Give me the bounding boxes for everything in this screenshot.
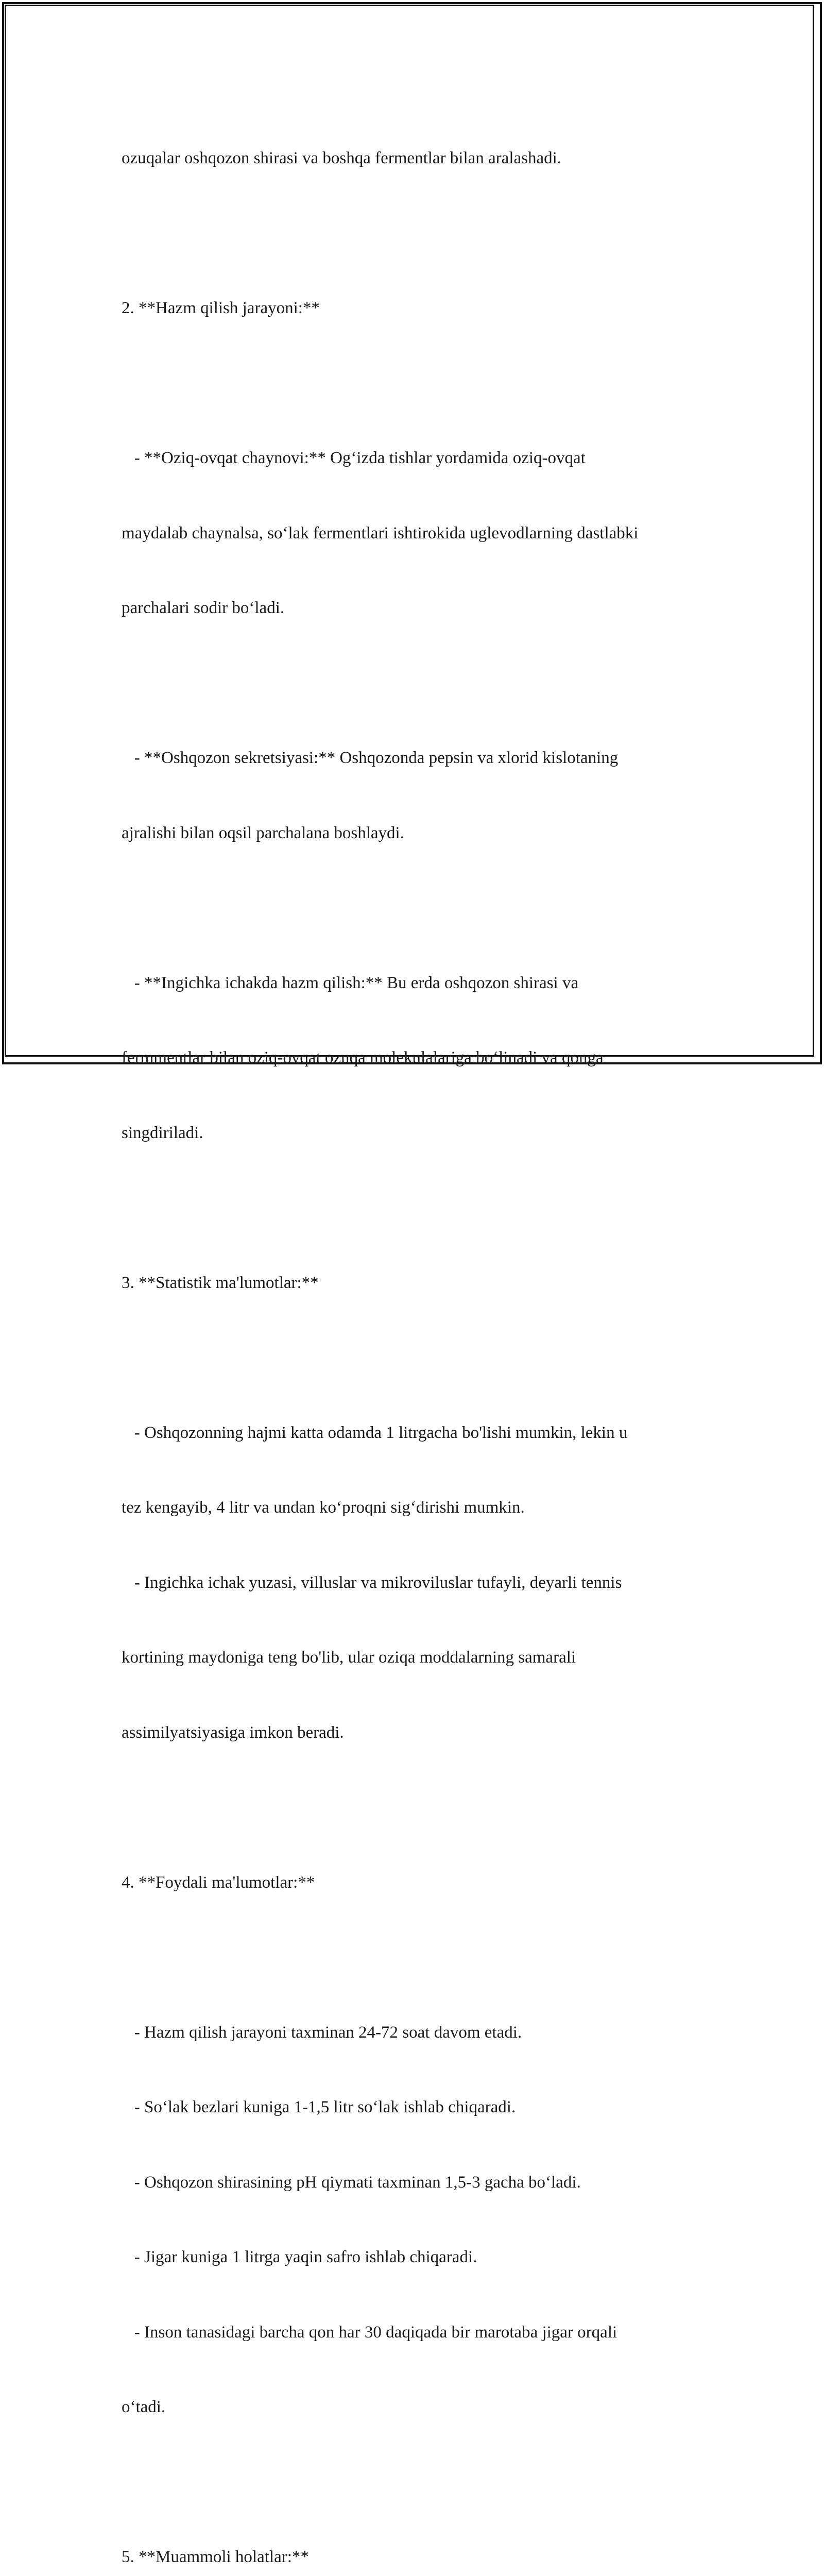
text-line: - **Ingichka ichakda hazm qilish:** Bu erda oshqozon shirasi va bbox=[122, 973, 579, 992]
paragraph bbox=[122, 1970, 703, 2470]
section-heading bbox=[122, 246, 703, 371]
text-line: assimilyatsiyasiga imkon beradi. bbox=[122, 1723, 344, 1742]
text-line: parchalari sodir bo‘ladi. bbox=[122, 599, 285, 617]
text-line: - Jigar kuniga 1 litrga yaqin safro ishlab chiqaradi. bbox=[122, 2248, 477, 2266]
paragraph bbox=[122, 696, 703, 895]
paragraph bbox=[122, 396, 703, 671]
text-line: 2. **Hazm qilish jarayoni:** bbox=[122, 299, 320, 317]
text-line: o‘tadi. bbox=[122, 2398, 166, 2416]
text-line: - **Oshqozon sekretsiyasi:** Oshqozonda pepsin va xlorid kislotaning bbox=[122, 749, 619, 767]
text-line: - **Oziq-ovqat chaynovi:** Og‘izda tishlar yordamida oziq-ovqat bbox=[122, 449, 586, 467]
text-line: singdiriladi. bbox=[122, 1123, 203, 1142]
text-line: maydalab chaynalsa, so‘lak fermentlari ishtirokida uglevodlarning dastlabki bbox=[122, 523, 639, 543]
text-line: ozuqalar oshqozon shirasi va boshqa fermentlar bilan aralashadi. bbox=[122, 149, 562, 167]
document-body bbox=[122, 96, 703, 2576]
text-line: - Oshqozon shirasining pH qiymati taxminan 1,5-3 gacha bo‘ladi. bbox=[122, 2173, 581, 2192]
paragraph bbox=[122, 921, 703, 1196]
section-heading bbox=[122, 1221, 703, 1346]
text-line: - So‘lak bezlari kuniga 1-1,5 litr so‘lak ishlab chiqaradi. bbox=[122, 2098, 516, 2116]
text-line: 4. **Foydali ma'lumotlar:** bbox=[122, 1873, 315, 1892]
paragraph bbox=[122, 1370, 703, 1795]
section-heading bbox=[122, 1820, 703, 1945]
text-line: 5. **Muammoli holatlar:** bbox=[122, 2548, 309, 2566]
text-line: - Inson tanasidagi barcha qon har 30 daqiqada bir marotaba jigar orqali bbox=[122, 2323, 617, 2342]
text-line: - Hazm qilish jarayoni taxminan 24-72 soat davom etadi. bbox=[122, 2023, 522, 2042]
section-heading bbox=[122, 2495, 703, 2576]
text-line: tez kengayib, 4 litr va undan ko‘proqni sig‘dirishi mumkin. bbox=[122, 1498, 525, 1517]
text-line: 3. **Statistik ma'lumotlar:** bbox=[122, 1273, 319, 1292]
text-line: - Ingichka ichak yuzasi, villuslar va mikroviluslar tufayli, deyarli tennis bbox=[122, 1573, 622, 1592]
text-line: ajralishi bilan oqsil parchalana boshlaydi. bbox=[122, 823, 404, 842]
text-line: - Oshqozonning hajmi katta odamda 1 litrgacha bo'lishi mumkin, lekin u bbox=[122, 1423, 628, 1442]
text-line: fermmentlar bilan oziq-ovqat ozuqa molekulalariga bo‘linadi va qonga bbox=[122, 1048, 604, 1067]
paragraph bbox=[122, 96, 703, 221]
text-line: kortining maydoniga teng bo'lib, ular oziqa moddalarning samarali bbox=[122, 1648, 576, 1667]
